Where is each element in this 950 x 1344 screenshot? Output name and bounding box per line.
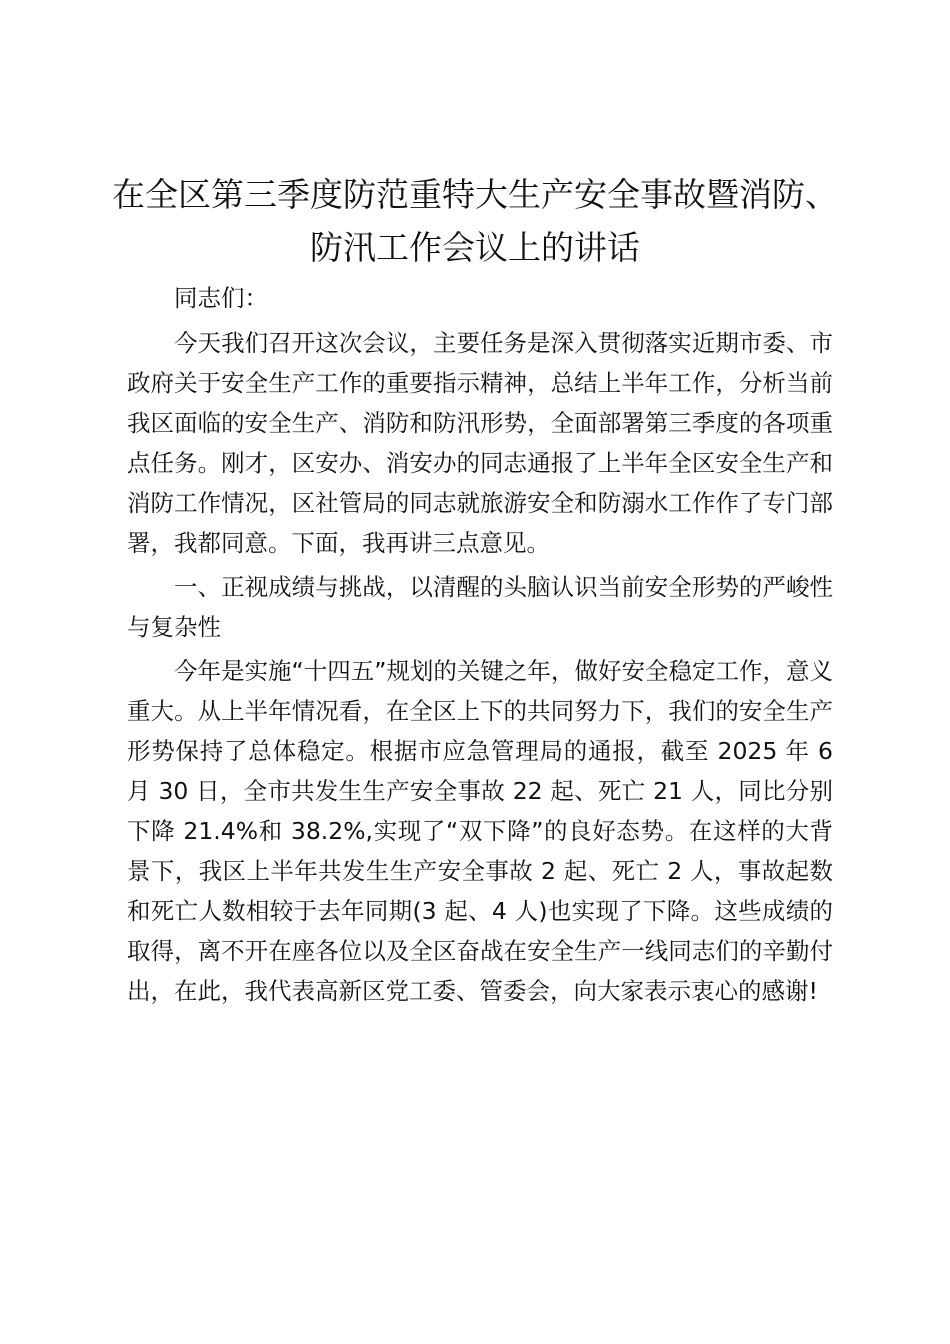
greeting: 同志们：	[174, 284, 268, 312]
section-heading-1: 一、正视成绩与挑战，以清醒的头脑认识当前安全形势的严峻性与复杂性	[127, 573, 833, 641]
paragraph-section-1: 今年是实施“十四五”规划的关键之年，做好安全稳定工作，意义重大。从上半年情况看，在全区上下的共同努力下，我们的安全生产形势保持了总体稳定。根据市应急管理局的通报，截至 2025 年 6 月 30 日，全市共发生生产安全事故 22 起、死亡 21 人，同比分别下降 21.4%和 38.2%,实现了“双下降”的良好态势。在这样的大背景下，我区上半年共发生生产安全事故 2 起、死亡 2 人，事故起数和死亡人数相较于去年同期(3 起、4 人)也实现了下降。这些成绩的取得，离不开在座各位以及全区奋战在安全生产一线同志们的辛勤付出，在此，我代表高新区党工委、管委会，向大家表示衷心的感谢!	[127, 657, 833, 1005]
paragraph-intro: 今天我们召开这次会议，主要任务是深入贯彻落实近期市委、市政府关于安全生产工作的重要指示精神，总结上半年工作，分析当前我区面临的安全生产、消防和防汛形势，全面部署第三季度的各项重点任务。刚才，区安办、消安办的同志通报了上半年全区安全生产和消防工作情况，区社管局的同志就旅游安全和防溺水工作作了专门部署，我都同意。下面，我再讲三点意见。	[127, 329, 833, 557]
document-body	[127, 278, 833, 1011]
document-title: 在全区第三季度防范重特大生产安全事故暨消防、防汛工作会议上的讲话	[112, 175, 838, 267]
